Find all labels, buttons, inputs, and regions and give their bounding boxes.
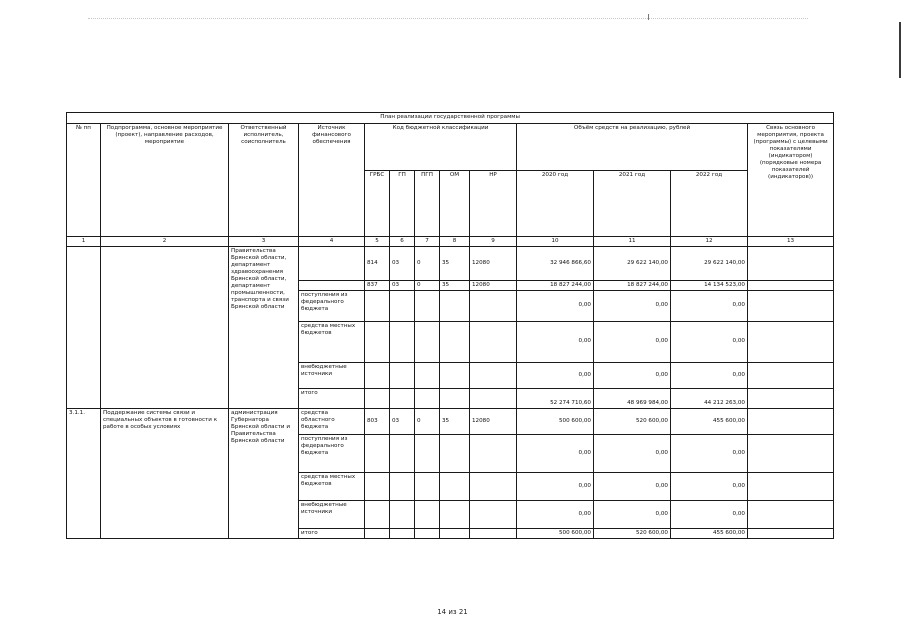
amount-2020: 0,00	[517, 434, 594, 472]
block1-executor: Правительства Брянской области, департамент здравоохранения Брянской области, департамент промышленности, транспорта и связи Брянской области	[229, 246, 299, 408]
total-2022: 455 600,00	[671, 528, 748, 538]
source-cell: итого	[299, 388, 365, 408]
amount-2020: 0,00	[517, 321, 594, 362]
scan-artifact-tick	[648, 14, 649, 20]
header-2022: 2022 год	[671, 171, 748, 237]
item-number: 3.1.1.	[67, 408, 101, 538]
header-2021: 2021 год	[594, 171, 671, 237]
amount-2022: 0,00	[671, 472, 748, 500]
header-budget-code: Код бюджетной классификации	[365, 124, 517, 171]
gp-cell: 03	[390, 246, 415, 280]
block2-executor: администрация Губернатора Брянской области и Правительства Брянской области	[229, 408, 299, 538]
amount-2022: 14 134 523,00	[671, 280, 748, 290]
amount-2020: 500 600,00	[517, 408, 594, 434]
header-source: Источник финансового обеспечения	[299, 124, 365, 237]
source-cell: внебюджетные источники	[299, 362, 365, 388]
source-cell: итого	[299, 528, 365, 538]
column-number: 5	[365, 237, 390, 247]
total-2022: 44 212 263,00	[671, 388, 748, 408]
header-executor: Ответственный исполнитель, соисполнитель	[229, 124, 299, 237]
header-link-indicators: Связь основного мероприятия, проекта (программы) с целевыми показателями (индикатором) (порядковые номера показателей (индикаторов))	[748, 124, 834, 237]
amount-2022: 0,00	[671, 500, 748, 528]
column-number: 4	[299, 237, 365, 247]
table-row	[67, 246, 834, 280]
header-grbs: ГРБС	[365, 171, 390, 237]
amount-2021: 0,00	[594, 500, 671, 528]
header-gp: ГП	[390, 171, 415, 237]
pgp-cell: 0	[415, 408, 440, 434]
source-cell: средства местных бюджетов	[299, 321, 365, 362]
total-2021: 48 969 984,00	[594, 388, 671, 408]
amount-2022: 0,00	[671, 321, 748, 362]
amount-2021: 0,00	[594, 362, 671, 388]
column-number: 6	[390, 237, 415, 247]
amount-2020: 0,00	[517, 290, 594, 321]
om-cell: 35	[440, 246, 470, 280]
column-number: 13	[748, 237, 834, 247]
total-2021: 520 600,00	[594, 528, 671, 538]
pgp-cell: 0	[415, 280, 440, 290]
amount-2022: 455 600,00	[671, 408, 748, 434]
column-number: 7	[415, 237, 440, 247]
column-number: 2	[101, 237, 229, 247]
amount-2021: 0,00	[594, 434, 671, 472]
grbs-cell: 814	[365, 246, 390, 280]
column-number: 10	[517, 237, 594, 247]
amount-2021: 18 827 244,00	[594, 280, 671, 290]
om-cell: 35	[440, 280, 470, 290]
amount-2020: 18 827 244,00	[517, 280, 594, 290]
plan-title: План реализации государственной программы	[67, 113, 834, 124]
amount-2021: 29 622 140,00	[594, 246, 671, 280]
gp-cell: 03	[390, 280, 415, 290]
page-number: 14 из 21	[437, 608, 468, 616]
nr-cell: 12080	[470, 280, 517, 290]
source-cell: поступления из федерального бюджета	[299, 434, 365, 472]
grbs-cell: 803	[365, 408, 390, 434]
source-cell: средства местных бюджетов	[299, 472, 365, 500]
header-pgp: ПГП	[415, 171, 440, 237]
total-2020: 500 600,00	[517, 528, 594, 538]
item-name: Поддержание системы связи и специальных объектов в готовности к работе в особых условиях	[101, 408, 229, 538]
column-number: 1	[67, 237, 101, 247]
amount-2020: 0,00	[517, 500, 594, 528]
amount-2022: 0,00	[671, 290, 748, 321]
source-cell: внебюджетные источники	[299, 500, 365, 528]
table-row	[67, 408, 834, 434]
total-2020: 52 274 710,60	[517, 388, 594, 408]
amount-2020: 32 946 866,60	[517, 246, 594, 280]
amount-2021: 520 600,00	[594, 408, 671, 434]
amount-2022: 29 622 140,00	[671, 246, 748, 280]
scan-artifact-line	[88, 18, 808, 19]
column-number: 3	[229, 237, 299, 247]
column-number: 8	[440, 237, 470, 247]
header-nr: НР	[470, 171, 517, 237]
source-cell: поступления из федерального бюджета	[299, 290, 365, 321]
om-cell: 35	[440, 408, 470, 434]
grbs-cell: 837	[365, 280, 390, 290]
amount-2021: 0,00	[594, 472, 671, 500]
scan-edge-mark	[899, 22, 901, 78]
column-number: 12	[671, 237, 748, 247]
amount-2021: 0,00	[594, 321, 671, 362]
amount-2021: 0,00	[594, 290, 671, 321]
amount-2022: 0,00	[671, 362, 748, 388]
source-cell: средства областного бюджета	[299, 408, 365, 434]
plan-table	[66, 112, 834, 539]
amount-2020: 0,00	[517, 472, 594, 500]
gp-cell: 03	[390, 408, 415, 434]
amount-2022: 0,00	[671, 434, 748, 472]
amount-2020: 0,00	[517, 362, 594, 388]
header-volume: Объём средств на реализацию, рублей	[517, 124, 748, 171]
pgp-cell: 0	[415, 246, 440, 280]
header-subprogram: Подпрограмма, основное мероприятие (проект), направление расходов, мероприятие	[101, 124, 229, 237]
nr-cell: 12080	[470, 246, 517, 280]
header-2020: 2020 год	[517, 171, 594, 237]
column-number: 9	[470, 237, 517, 247]
header-om: ОМ	[440, 171, 470, 237]
column-number: 11	[594, 237, 671, 247]
header-num: № пп	[67, 124, 101, 237]
nr-cell: 12080	[470, 408, 517, 434]
